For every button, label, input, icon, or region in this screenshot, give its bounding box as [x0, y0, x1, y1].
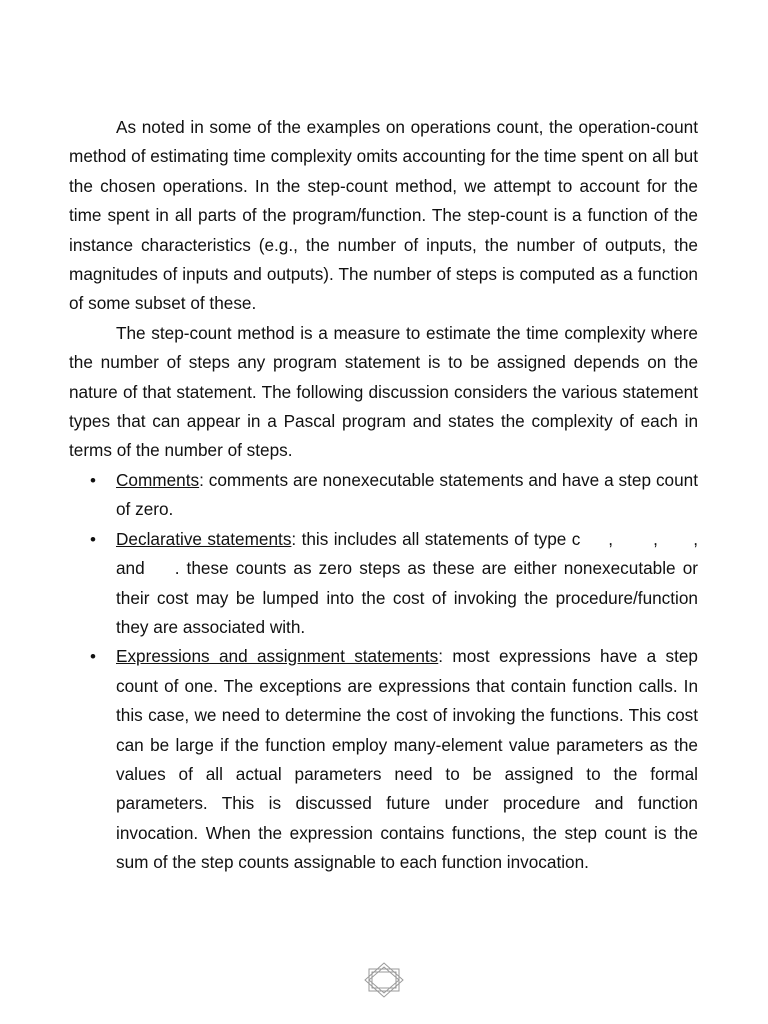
ornament-icon	[363, 962, 405, 998]
bullet-text-expressions: : most expressions have a step count of one. The exceptions are expressions that contain function calls. In this case, we need to determine the cost of invoking the functions. This cost can be large if the function employ many-element value parameters as the values of all actual parameters need to be assigned to the formal parameters. This is discussed future under procedure and function invocation. When the expression contains functions, the step count is the sum of the step counts assignable to each function invocation.	[116, 646, 698, 873]
body-text	[69, 113, 698, 878]
paragraph-1: As noted in some of the examples on operations count, the operation-count method of estimating time complexity omits accounting for the time spent on all but the chosen operations. In the step-count method, we attempt to account for the time spent in all parts of the program/function. The step-count is a function of the instance characteristics (e.g., the number of inputs, the number of outputs, the magnitudes of inputs and outputs). The number of steps is computed as a function of some subset of these.	[69, 117, 698, 314]
statement-types-list	[69, 466, 698, 878]
paragraph-2: The step-count method is a measure to estimate the time complexity where the number of steps any program statement is to be assigned depends on the nature of that statement. The following discussion considers the various statement types that can appear in a Pascal program and states the complexity of each in terms of the number of steps.	[69, 322, 698, 461]
term-comments: Comments	[116, 469, 200, 490]
separator-1: ,	[608, 528, 614, 549]
separator-2: ,	[653, 528, 658, 549]
list-item-comments	[69, 466, 698, 525]
bullet-text-comments: : comments are nonexecutable statements and have a step count of zero.	[116, 469, 698, 520]
separator-3: , and	[116, 528, 699, 579]
bullet-text-declarative-b: . these counts as zero steps as these are either nonexecutable or their cost may be lumped into the cost of invoking the procedure/function they are associated with.	[116, 558, 698, 637]
term-expressions: Expressions and assignment statements	[116, 646, 439, 667]
bullet-text-declarative-a: : this includes all statements of type c	[291, 528, 581, 549]
list-item-expressions	[69, 642, 698, 877]
list-item-declarative	[69, 525, 698, 643]
term-declarative: Declarative statements	[116, 528, 292, 549]
